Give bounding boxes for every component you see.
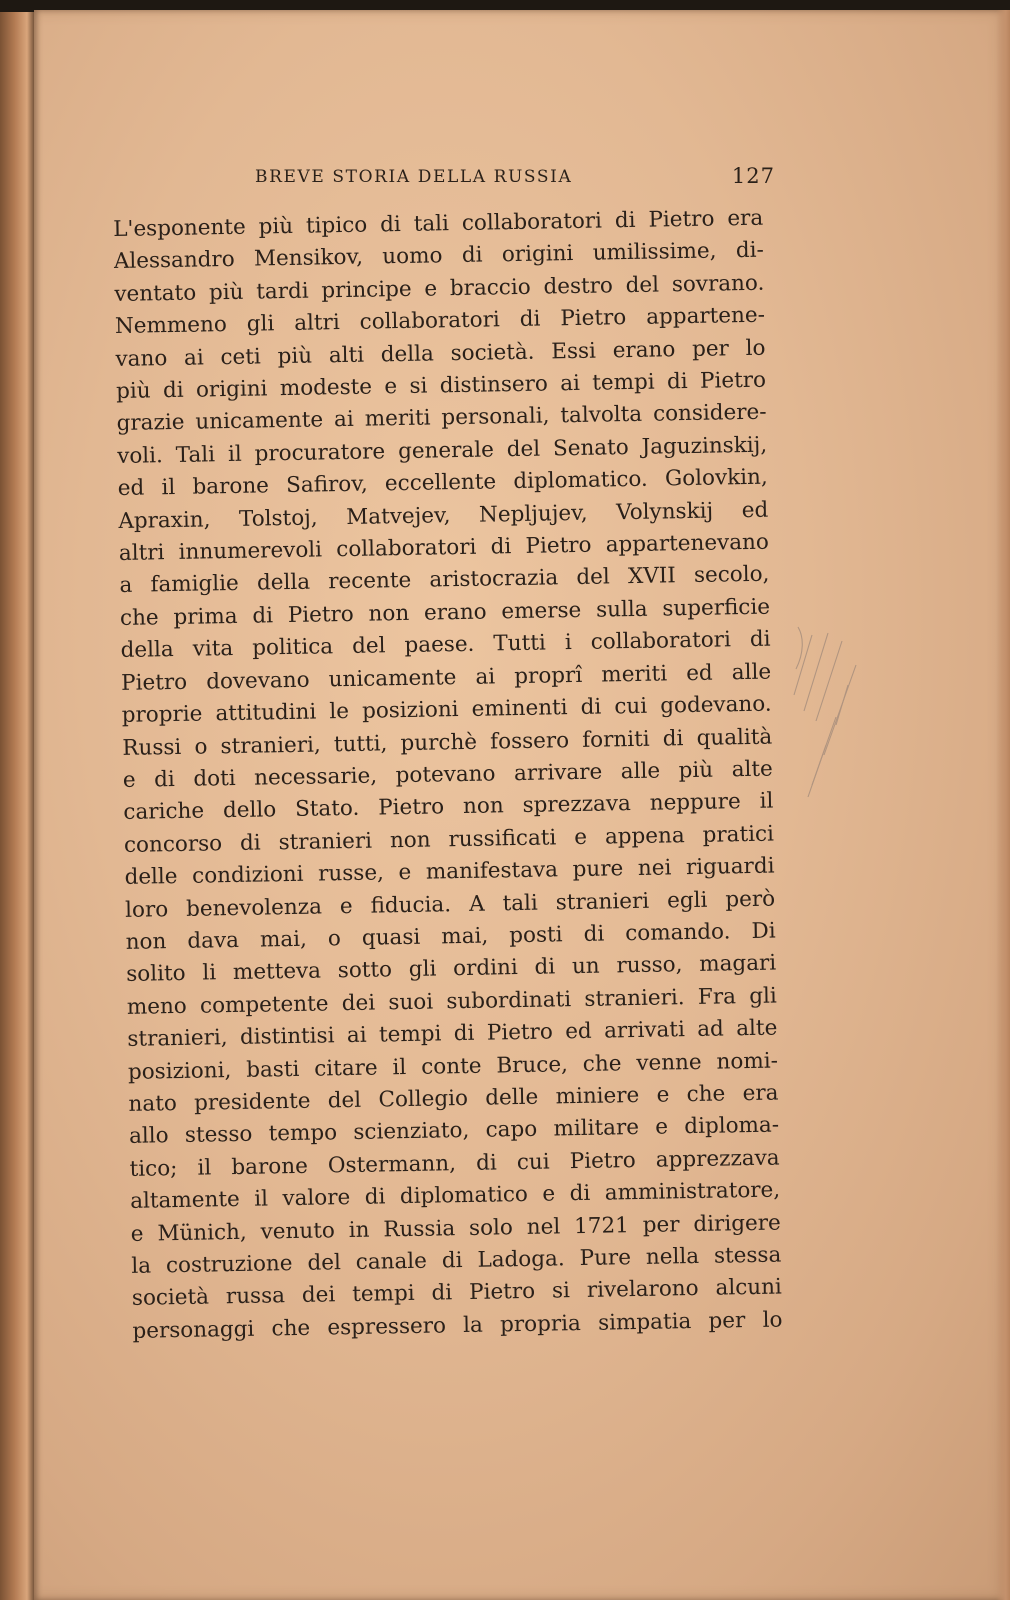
text-line: ed il barone Safirov, eccellente diplomatico. Golovkin, xyxy=(117,464,768,502)
previous-page-edge xyxy=(0,12,36,1600)
text-line: altri innumerevoli collaboratori di Pietro appartenevano xyxy=(118,529,770,567)
text-line: a famiglie della recente aristocrazia del XVII secolo, xyxy=(119,562,770,599)
text-line: Pietro dovevano unicamente ai proprî meriti ed alle xyxy=(120,659,772,696)
page-number: 127 xyxy=(731,164,775,188)
text-line: concorso di stranieri non russificati e appena pratici xyxy=(123,821,775,858)
text-line: e Münich, venuto in Russia solo nel 1721 per dirigere xyxy=(130,1210,781,1247)
text-line: ventato più tardi principe e braccio destro del sovrano. xyxy=(114,270,765,307)
text-line: tico; il barone Ostermann, di cui Pietro apprezzava xyxy=(129,1145,780,1182)
text-line: meno competente dei suoi subordinati stranieri. Fra gli xyxy=(126,983,777,1020)
text-line: proprie attitudini le posizioni eminenti di cui godevano. xyxy=(121,691,772,729)
page-header xyxy=(255,164,775,194)
text-line: cariche dello Stato. Pietro non sprezzava neppure il xyxy=(123,788,774,826)
text-line: Nemmeno gli altri collaboratori di Pietro appartene- xyxy=(114,302,766,340)
text-line: loro benevolenza e fiducia. A tali stranieri egli però xyxy=(124,886,776,923)
text-line: Apraxin, Tolstoj, Matvejev, Nepljujev, Volynskij ed xyxy=(118,497,769,534)
text-line: solito li metteva sotto gli ordini di un russo, magari xyxy=(126,950,777,988)
text-line: grazie unicamente ai meriti personali, talvolta considere- xyxy=(116,400,767,437)
text-line: nato presidente del Collegio delle miniere e che era xyxy=(128,1080,779,1117)
text-line: la costruzione del canale di Ladoga. Pure nella stessa xyxy=(131,1242,782,1279)
text-line: e di doti necessarie, potevano arrivare alle più alte xyxy=(122,756,774,793)
text-line: società russa dei tempi di Pietro si rivelarono alcuni xyxy=(131,1274,783,1312)
text-line: voli. Tali il procuratore generale del Senato Jaguzinskij, xyxy=(117,432,768,469)
text-line: altamente il valore di diplomatico e di amministratore, xyxy=(130,1177,781,1215)
pencil-annotation-marks xyxy=(790,625,870,805)
text-line: personaggi che espressero la propria simpatia per lo xyxy=(132,1307,783,1344)
text-line: L'esponente più tipico di tali collaboratori di Pietro era xyxy=(113,205,764,242)
text-line: vano ai ceti più alti della società. Essi erano per lo xyxy=(115,335,766,372)
text-line: più di origini modeste e si distinsero ai tempi di Pietro xyxy=(115,367,767,405)
text-line: delle condizioni russe, e manifestava pure nei riguardi xyxy=(124,853,775,891)
running-title: BREVE STORIA DELLA RUSSIA xyxy=(255,167,573,187)
text-line: non dava mai, o quasi mai, posti di comando. Di xyxy=(125,918,776,955)
text-line: stranieri, distintisi ai tempi di Pietro ed arrivati ad alte xyxy=(127,1015,778,1053)
text-line: Russi o stranieri, tutti, purchè fossero forniti di qualità xyxy=(122,724,773,761)
text-line: della vita politica del paese. Tutti i collaboratori di xyxy=(120,626,771,664)
body-text xyxy=(113,203,783,1348)
text-line: allo stesso tempo scienziato, capo militare e diploma- xyxy=(128,1112,780,1150)
text-line: posizioni, basti citare il conte Bruce, che venne nomi- xyxy=(127,1048,779,1085)
text-line: che prima di Pietro non erano emerse sulla superficie xyxy=(119,594,771,631)
page-edge-shadow xyxy=(996,10,1010,1600)
text-line: Alessandro Mensikov, uomo di origini umilissime, di- xyxy=(113,238,764,275)
